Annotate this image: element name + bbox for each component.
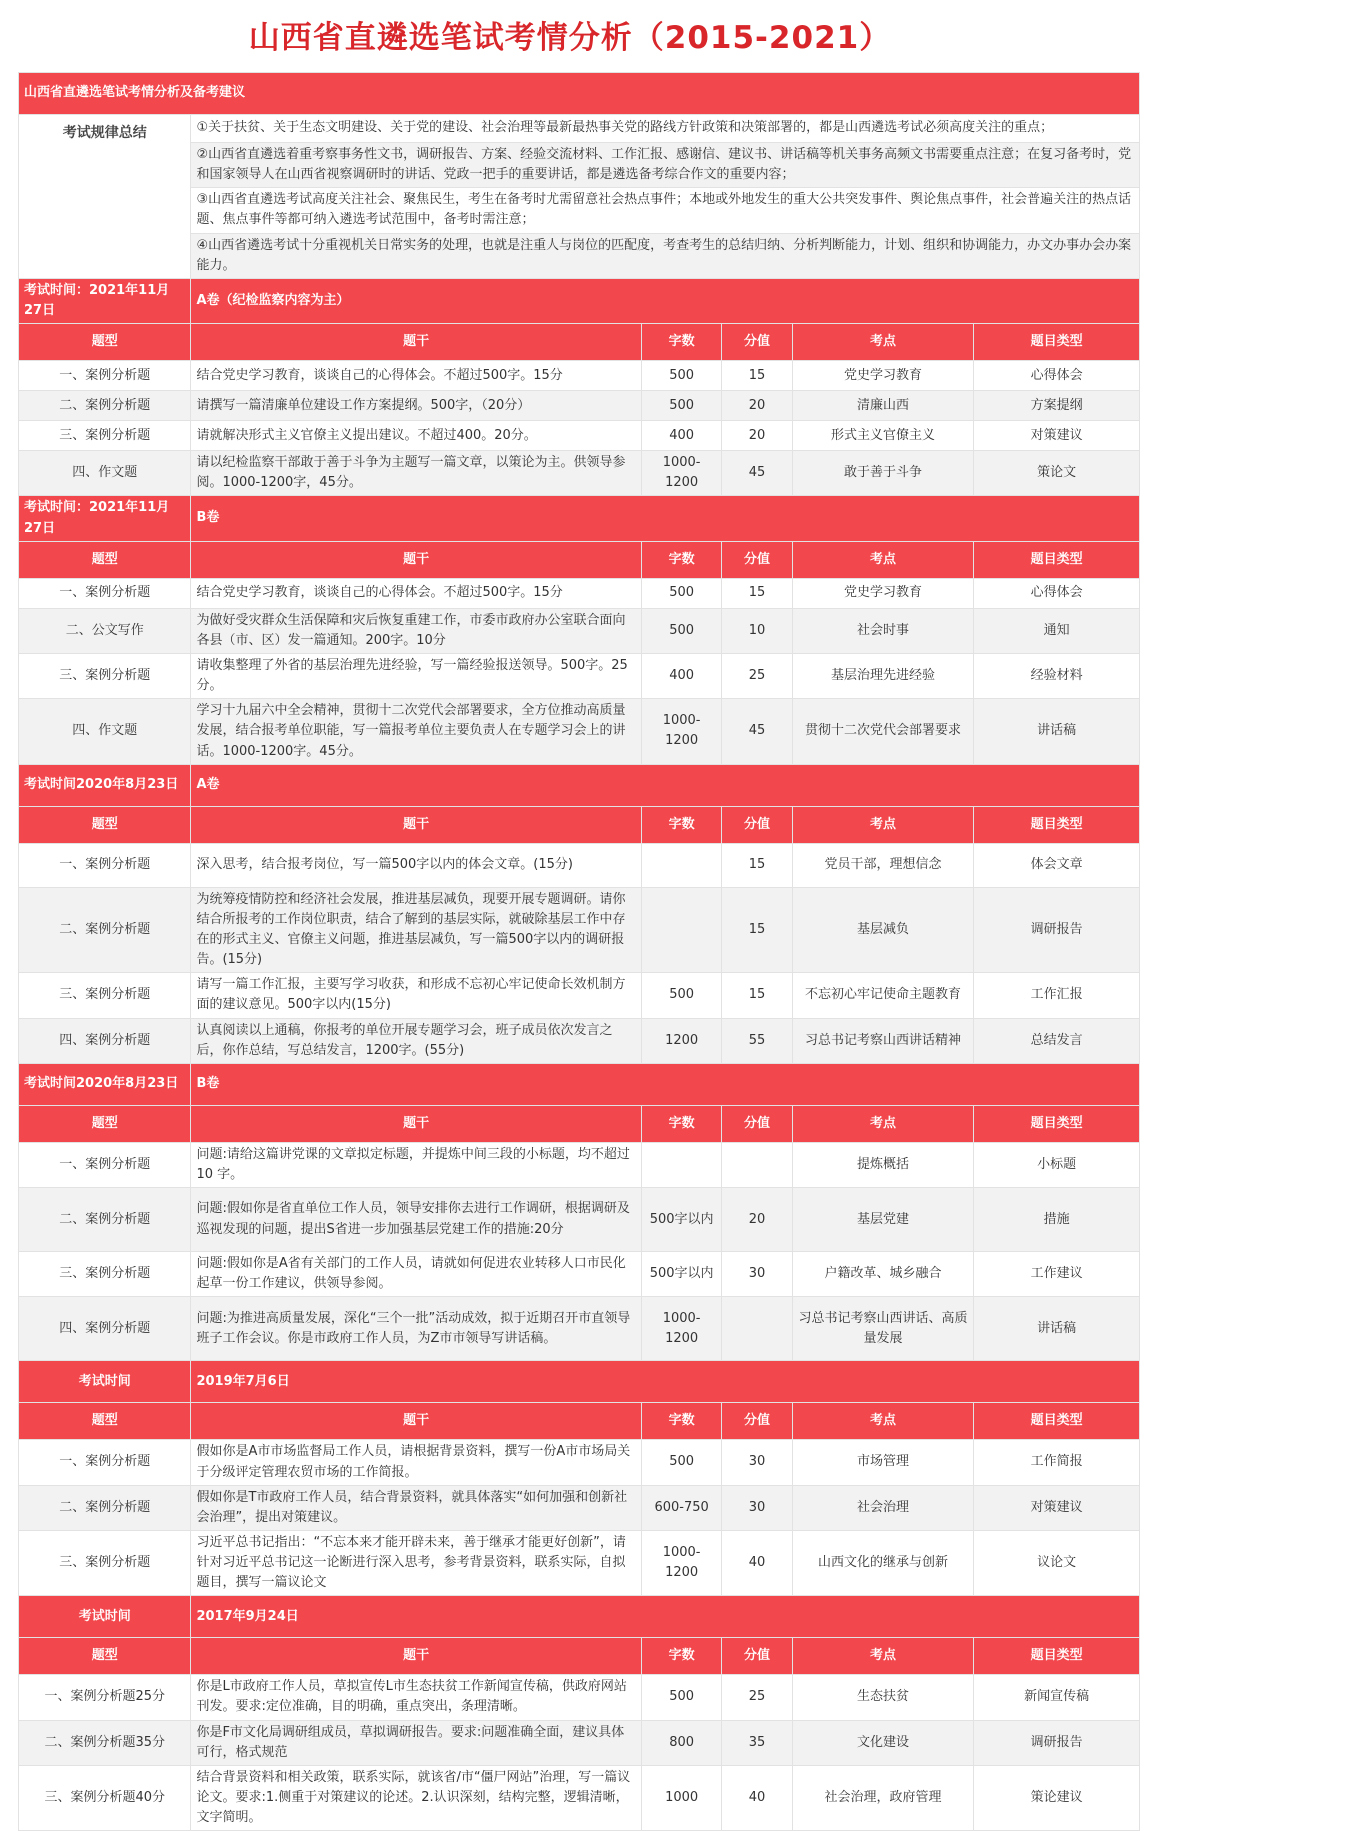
cell-qtype: 工作汇报	[974, 973, 1140, 1018]
summary-item: ①关于扶贫、关于生态文明建设、关于党的建设、社会治理等最新最热事关党的路线方针政策和决策部署的，都是山西遴选考试必须高度关注的重点；	[191, 115, 1140, 143]
cell-qtype: 小标题	[974, 1142, 1140, 1187]
cell-point: 习总书记考察山西讲话精神	[792, 1018, 974, 1063]
summary-label: 考试规律总结	[19, 115, 191, 279]
column-header: 考点	[792, 324, 974, 361]
cell-words: 1000	[641, 1765, 722, 1830]
cell-point: 户籍改革、城乡融合	[792, 1252, 974, 1297]
cell-question: 请就解决形式主义官僚主义提出建议。不超过400。20分。	[191, 421, 641, 451]
section-exam-date: 考试时间：2021年11月27日	[19, 278, 191, 323]
page-title: 山西省直遴选笔试考情分析（2015-2021）	[248, 20, 892, 56]
table-row	[19, 1440, 1140, 1485]
cell-qtype: 调研报告	[974, 887, 1140, 973]
cell-qtype: 对策建议	[974, 421, 1140, 451]
summary-item: ④山西省遴选考试十分重视机关日常实务的处理，也就是注重人与岗位的匹配度，考查考生的总结归纳、分析判断能力，计划、组织和协调能力，办文办事办会办案能力。	[191, 233, 1140, 278]
table-row	[19, 1765, 1140, 1830]
column-header: 题型	[19, 1638, 191, 1675]
cell-score: 30	[722, 1440, 792, 1485]
cell-point: 党史学习教育	[792, 578, 974, 608]
column-header: 字数	[641, 324, 722, 361]
cell-question: 结合党史学习教育，谈谈自己的心得体会。不超过500字。15分	[191, 578, 641, 608]
table-row	[19, 578, 1140, 608]
cell-question: 假如你是T市政府工作人员，结合背景资料，就具体落实“如何加强和创新社会治理”，提出对策建议。	[191, 1485, 641, 1530]
column-header: 分值	[722, 1638, 792, 1675]
cell-point: 文化建设	[792, 1720, 974, 1765]
section-paper: A卷（纪检监察内容为主）	[191, 278, 1140, 323]
column-header: 分值	[722, 1403, 792, 1440]
cell-qtype: 策论建议	[974, 1765, 1140, 1830]
cell-question: 习近平总书记指出：“不忘本来才能开辟未来，善于继承才能更好创新”，请针对习近平总书记这一论断进行深入思考，参考背景资料，联系实际，自拟题目，撰写一篇议论文	[191, 1530, 641, 1595]
section-paper: B卷	[191, 496, 1140, 541]
cell-point: 敢于善于斗争	[792, 451, 974, 496]
cell-score	[722, 1297, 792, 1361]
section-header	[19, 278, 1140, 323]
cell-question: 请写一篇工作汇报，主要写学习收获，和形成不忘初心牢记使命长效机制方面的建议意见。500字以内(15分)	[191, 973, 641, 1018]
column-header: 考点	[792, 1403, 974, 1440]
cell-point: 市场管理	[792, 1440, 974, 1485]
cell-words: 1000-1200	[641, 1297, 722, 1361]
section-header	[19, 764, 1140, 806]
column-header: 字数	[641, 1403, 722, 1440]
cell-question: 请以纪检监察干部敢于善于斗争为主题写一篇文章，以策论为主。供领导参阅。1000-1200字，45分。	[191, 451, 641, 496]
column-header: 题干	[191, 324, 641, 361]
cell-type: 三、案例分析题	[19, 421, 191, 451]
section-header	[19, 1063, 1140, 1105]
cell-score: 45	[722, 451, 792, 496]
cell-type: 四、作文题	[19, 451, 191, 496]
section-header	[19, 1361, 1140, 1403]
cell-words: 500	[641, 608, 722, 653]
cell-words: 400	[641, 421, 722, 451]
column-header: 题目类型	[974, 1105, 1140, 1142]
section-exam-date: 考试时间：2021年11月27日	[19, 496, 191, 541]
column-header: 题干	[191, 1105, 641, 1142]
section-exam-date: 考试时间2020年8月23日	[19, 1063, 191, 1105]
cell-type: 四、案例分析题	[19, 1297, 191, 1361]
cell-type: 一、案例分析题25分	[19, 1675, 191, 1720]
cell-qtype: 讲话稿	[974, 1297, 1140, 1361]
cell-score: 40	[722, 1530, 792, 1595]
table-row	[19, 451, 1140, 496]
cell-type: 二、案例分析题	[19, 1188, 191, 1252]
cell-question: 为做好受灾群众生活保障和灾后恢复重建工作，市委市政府办公室联合面向各县（市、区）发一篇通知。200字。10分	[191, 608, 641, 653]
cell-score: 10	[722, 608, 792, 653]
column-header-row	[19, 324, 1140, 361]
cell-type: 二、案例分析题35分	[19, 1720, 191, 1765]
column-header: 题型	[19, 324, 191, 361]
cell-score: 15	[722, 843, 792, 887]
cell-words	[641, 887, 722, 973]
cell-score: 30	[722, 1485, 792, 1530]
cell-type: 三、案例分析题	[19, 653, 191, 698]
cell-question: 请收集整理了外省的基层治理先进经验，写一篇经验报送领导。500字。25分。	[191, 653, 641, 698]
cell-point: 提炼概括	[792, 1142, 974, 1187]
cell-score: 40	[722, 1765, 792, 1830]
cell-question: 假如你是A市市场监督局工作人员，请根据背景资料，撰写一份A市市场局关于分级评定管理农贸市场的工作简报。	[191, 1440, 641, 1485]
column-header: 题目类型	[974, 806, 1140, 843]
column-header: 题干	[191, 1403, 641, 1440]
cell-qtype: 体会文章	[974, 843, 1140, 887]
cell-score: 20	[722, 421, 792, 451]
cell-qtype: 总结发言	[974, 1018, 1140, 1063]
column-header-row	[19, 1105, 1140, 1142]
cell-question: 问题:请给这篇讲党课的文章拟定标题，并提炼中间三段的小标题，均不超过10 字。	[191, 1142, 641, 1187]
cell-words: 1000-1200	[641, 699, 722, 764]
cell-type: 三、案例分析题	[19, 1252, 191, 1297]
cell-words: 400	[641, 653, 722, 698]
cell-score: 30	[722, 1252, 792, 1297]
column-header: 考点	[792, 1638, 974, 1675]
cell-score: 20	[722, 1188, 792, 1252]
column-header: 考点	[792, 541, 974, 578]
cell-words: 800	[641, 1720, 722, 1765]
column-header: 考点	[792, 806, 974, 843]
column-header: 考点	[792, 1105, 974, 1142]
cell-point: 贯彻十二次党代会部署要求	[792, 699, 974, 764]
cell-point: 党史学习教育	[792, 361, 974, 391]
column-header: 题干	[191, 541, 641, 578]
cell-score: 55	[722, 1018, 792, 1063]
cell-type: 三、案例分析题40分	[19, 1765, 191, 1830]
table-row	[19, 1530, 1140, 1595]
column-header: 分值	[722, 806, 792, 843]
column-header: 题干	[191, 1638, 641, 1675]
table-row	[19, 1485, 1140, 1530]
cell-score: 15	[722, 887, 792, 973]
exam-analysis-table	[18, 72, 1140, 1831]
cell-qtype: 调研报告	[974, 1720, 1140, 1765]
cell-qtype: 新闻宣传稿	[974, 1675, 1140, 1720]
section-exam-date: 考试时间	[19, 1361, 191, 1403]
column-header-row	[19, 541, 1140, 578]
cell-qtype: 措施	[974, 1188, 1140, 1252]
cell-qtype: 工作简报	[974, 1440, 1140, 1485]
cell-point: 基层党建	[792, 1188, 974, 1252]
cell-qtype: 心得体会	[974, 578, 1140, 608]
cell-qtype: 心得体会	[974, 361, 1140, 391]
section-paper: 2019年7月6日	[191, 1361, 1140, 1403]
cell-point: 基层治理先进经验	[792, 653, 974, 698]
cell-type: 四、作文题	[19, 699, 191, 764]
table-row	[19, 1018, 1140, 1063]
table-row	[19, 973, 1140, 1018]
cell-question: 请撰写一篇清廉单位建设工作方案提纲。500字，（20分）	[191, 391, 641, 421]
cell-type: 三、案例分析题	[19, 1530, 191, 1595]
section-paper: A卷	[191, 764, 1140, 806]
table-row	[19, 421, 1140, 451]
column-header-row	[19, 806, 1140, 843]
table-row	[19, 391, 1140, 421]
column-header: 题型	[19, 1403, 191, 1440]
cell-type: 一、案例分析题	[19, 1142, 191, 1187]
cell-qtype: 通知	[974, 608, 1140, 653]
column-header: 分值	[722, 324, 792, 361]
summary-row	[19, 115, 1140, 143]
cell-words: 600-750	[641, 1485, 722, 1530]
cell-score: 20	[722, 391, 792, 421]
banner-text: 山西省直遴选笔试考情分析及备考建议	[19, 73, 1140, 115]
cell-qtype: 工作建议	[974, 1252, 1140, 1297]
column-header: 题型	[19, 1105, 191, 1142]
cell-score	[722, 1142, 792, 1187]
column-header: 题目类型	[974, 541, 1140, 578]
cell-words: 500	[641, 1440, 722, 1485]
cell-question: 问题:假如你是省直单位工作人员，领导安排你去进行工作调研，根据调研及巡视发现的问题，提出S省进一步加强基层党建工作的措施:20分	[191, 1188, 641, 1252]
cell-point: 清廉山西	[792, 391, 974, 421]
section-paper: 2017年9月24日	[191, 1596, 1140, 1638]
cell-question: 结合背景资料和相关政策，联系实际，就该省/市“僵尸网站”治理，写一篇议论文。要求:1.侧重于对策建议的论述。2.认识深刻，结构完整，逻辑清晰，文字简明。	[191, 1765, 641, 1830]
cell-words: 1200	[641, 1018, 722, 1063]
cell-point: 习总书记考察山西讲话、高质量发展	[792, 1297, 974, 1361]
column-header: 分值	[722, 541, 792, 578]
cell-type: 三、案例分析题	[19, 973, 191, 1018]
cell-point: 社会时事	[792, 608, 974, 653]
cell-question: 你是L市政府工作人员，草拟宣传L市生态扶贫工作新闻宣传稿，供政府网站刊发。要求:定位准确，目的明确，重点突出，条理清晰。	[191, 1675, 641, 1720]
cell-score: 15	[722, 361, 792, 391]
section-exam-date: 考试时间2020年8月23日	[19, 764, 191, 806]
cell-score: 15	[722, 973, 792, 1018]
column-header: 字数	[641, 1105, 722, 1142]
cell-type: 二、案例分析题	[19, 887, 191, 973]
cell-score: 25	[722, 653, 792, 698]
cell-question: 认真阅读以上通稿，你报考的单位开展专题学习会，班子成员依次发言之后，你作总结，写总结发言，1200字。(55分)	[191, 1018, 641, 1063]
cell-words: 500字以内	[641, 1188, 722, 1252]
cell-words: 500	[641, 578, 722, 608]
cell-words: 500	[641, 361, 722, 391]
cell-question: 学习十九届六中全会精神，贯彻十二次党代会部署要求，全方位推动高质量发展，结合报考单位职能，写一篇报考单位主要负责人在专题学习会上的讲话。1000-1200字。45分。	[191, 699, 641, 764]
cell-qtype: 经验材料	[974, 653, 1140, 698]
cell-point: 社会治理，政府管理	[792, 1765, 974, 1830]
cell-question: 你是F市文化局调研组成员，草拟调研报告。要求:问题准确全面，建议具体可行，格式规范	[191, 1720, 641, 1765]
cell-point: 山西文化的继承与创新	[792, 1530, 974, 1595]
cell-qtype: 对策建议	[974, 1485, 1140, 1530]
table-row	[19, 843, 1140, 887]
table-row	[19, 699, 1140, 764]
column-header: 题目类型	[974, 1638, 1140, 1675]
section-header	[19, 496, 1140, 541]
table-row	[19, 1188, 1140, 1252]
cell-type: 二、案例分析题	[19, 391, 191, 421]
cell-question: 问题:为推进高质量发展，深化“三个一批”活动成效，拟于近期召开市直领导班子工作会议。你是市政府工作人员，为Z市市领导写讲话稿。	[191, 1297, 641, 1361]
column-header: 题干	[191, 806, 641, 843]
table-banner	[19, 73, 1140, 115]
cell-point: 基层减负	[792, 887, 974, 973]
column-header-row	[19, 1638, 1140, 1675]
cell-words	[641, 843, 722, 887]
cell-point: 社会治理	[792, 1485, 974, 1530]
summary-item: ③山西省直遴选考试高度关注社会、聚焦民生，考生在备考时尤需留意社会热点事件；本地或外地发生的重大公共突发事件、舆论焦点事件，社会普遍关注的热点话题、焦点事件等都可纳入遴选考试范围中，备考时需注意；	[191, 188, 1140, 233]
cell-words: 500	[641, 391, 722, 421]
cell-question: 问题:假如你是A省有关部门的工作人员，请就如何促进农业转移人口市民化起草一份工作建议，供领导参阅。	[191, 1252, 641, 1297]
cell-qtype: 策论文	[974, 451, 1140, 496]
cell-score: 25	[722, 1675, 792, 1720]
cell-point: 形式主义官僚主义	[792, 421, 974, 451]
cell-score: 45	[722, 699, 792, 764]
cell-qtype: 议论文	[974, 1530, 1140, 1595]
cell-qtype: 方案提纲	[974, 391, 1140, 421]
cell-question: 深入思考，结合报考岗位，写一篇500字以内的体会文章。(15分)	[191, 843, 641, 887]
table-row	[19, 887, 1140, 973]
cell-point: 不忘初心牢记使命主题教育	[792, 973, 974, 1018]
cell-words: 500字以内	[641, 1252, 722, 1297]
table-row	[19, 1675, 1140, 1720]
cell-type: 一、案例分析题	[19, 361, 191, 391]
cell-type: 四、案例分析题	[19, 1018, 191, 1063]
cell-words: 1000-1200	[641, 451, 722, 496]
cell-point: 党员干部，理想信念	[792, 843, 974, 887]
section-exam-date: 考试时间	[19, 1596, 191, 1638]
section-header	[19, 1596, 1140, 1638]
column-header: 题目类型	[974, 1403, 1140, 1440]
table-row	[19, 653, 1140, 698]
column-header: 题型	[19, 806, 191, 843]
table-row	[19, 361, 1140, 391]
section-paper: B卷	[191, 1063, 1140, 1105]
cell-point: 生态扶贫	[792, 1675, 974, 1720]
cell-question: 为统筹疫情防控和经济社会发展，推进基层减负，现要开展专题调研。请你结合所报考的工作岗位职责，结合了解到的基层实际，就破除基层工作中存在的形式主义、官僚主义问题，推进基层减负，写一篇500字以内的调研报告。(15分)	[191, 887, 641, 973]
cell-words: 1000-1200	[641, 1530, 722, 1595]
column-header: 题目类型	[974, 324, 1140, 361]
cell-type: 二、公文写作	[19, 608, 191, 653]
cell-words: 500	[641, 973, 722, 1018]
cell-type: 二、案例分析题	[19, 1485, 191, 1530]
table-row	[19, 1297, 1140, 1361]
column-header: 字数	[641, 541, 722, 578]
table-row	[19, 1720, 1140, 1765]
cell-question: 结合党史学习教育，谈谈自己的心得体会。不超过500字。15分	[191, 361, 641, 391]
column-header: 题型	[19, 541, 191, 578]
cell-type: 一、案例分析题	[19, 1440, 191, 1485]
table-row	[19, 1252, 1140, 1297]
cell-score: 35	[722, 1720, 792, 1765]
column-header-row	[19, 1403, 1140, 1440]
summary-item: ②山西省直遴选着重考察事务性文书，调研报告、方案、经验交流材料、工作汇报、感谢信、建议书、讲话稿等机关事务高频文书需要重点注意；在复习备考时，党和国家领导人在山西省视察调研时的讲话、党政一把手的重要讲话，都是遴选备考综合作文的重要内容；	[191, 143, 1140, 188]
cell-score: 15	[722, 578, 792, 608]
table-row	[19, 1142, 1140, 1187]
cell-words: 500	[641, 1675, 722, 1720]
column-header: 分值	[722, 1105, 792, 1142]
table-row	[19, 608, 1140, 653]
cell-type: 一、案例分析题	[19, 843, 191, 887]
cell-qtype: 讲话稿	[974, 699, 1140, 764]
cell-words	[641, 1142, 722, 1187]
column-header: 字数	[641, 1638, 722, 1675]
cell-type: 一、案例分析题	[19, 578, 191, 608]
column-header: 字数	[641, 806, 722, 843]
